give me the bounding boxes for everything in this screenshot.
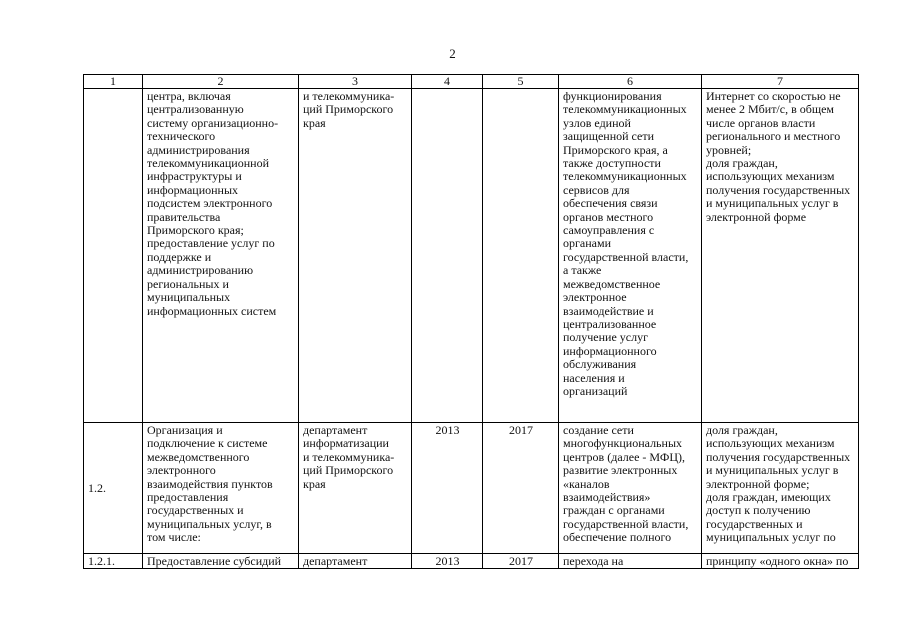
row-number	[84, 89, 143, 423]
header-cell: 3	[299, 75, 412, 89]
executor-cell: и телекоммуника- ций Приморского края	[299, 89, 412, 423]
header-cell: 5	[483, 75, 559, 89]
header-cell: 4	[412, 75, 483, 89]
indicator-cell: доля граждан, использующих механизм получения государственных и муниципальных услуг в электронной форме; доля граждан, имеющих доступ к получению государственных и муниципальных услуг по	[702, 423, 859, 554]
activity-cell: Организация и подключение к системе межведомственного электронного взаимодействия пунктов предоставления государственных и муниципальных услуг, в том числе:	[143, 423, 299, 554]
executor-cell: департамент информатизации и телекоммуника- ций Приморского края	[299, 423, 412, 554]
program-table	[83, 74, 859, 569]
start-year-cell	[412, 89, 483, 423]
row-number: 1.2.1.	[84, 554, 143, 569]
header-row	[84, 75, 859, 89]
end-year-cell: 2017	[483, 554, 559, 569]
table-row	[84, 554, 859, 569]
start-year-cell: 2013	[412, 423, 483, 554]
end-year-cell: 2017	[483, 423, 559, 554]
start-year-cell: 2013	[412, 554, 483, 569]
header-cell: 2	[143, 75, 299, 89]
header-cell: 1	[84, 75, 143, 89]
table-row	[84, 89, 859, 423]
row-number: 1.2.	[84, 423, 143, 554]
end-year-cell	[483, 89, 559, 423]
indicator-cell: принципу «одного окна» по	[702, 554, 859, 569]
page-number: 2	[449, 46, 456, 61]
activity-cell: центра, включая централизованную систему организационно- технического администрирования телекоммуникационной инфраструктуры и информационных подсистем электронного правительства Приморского края; предоставление услуг по поддержке и администрированию региональных и муниципальных информационных систем	[143, 89, 299, 423]
result-cell: функционирования телекоммуникационных узлов единой защищенной сети Приморского края, а также доступности телекоммуникационных сервисов для обеспечения связи органов местного самоуправления с органами государственной власти, а также межведомственное электронное взаимодействие и централизованное получение услуг информационного обслуживания населения и организаций	[559, 89, 702, 423]
executor-cell: департамент	[299, 554, 412, 569]
result-cell: перехода на	[559, 554, 702, 569]
header-cell: 6	[559, 75, 702, 89]
table-row	[84, 423, 859, 554]
indicator-cell: Интернет со скоростью не менее 2 Мбит/с, в общем числе органов власти регионального и местного уровней; доля граждан, использующих механизм получения государственных и муниципальных услуг в электронной форме	[702, 89, 859, 423]
header-cell: 7	[702, 75, 859, 89]
result-cell: создание сети многофункциональных центров (далее - МФЦ), развитие электронных «каналов взаимодействия» граждан с органами государственной власти, обеспечение полного	[559, 423, 702, 554]
activity-cell: Предоставление субсидий	[143, 554, 299, 569]
